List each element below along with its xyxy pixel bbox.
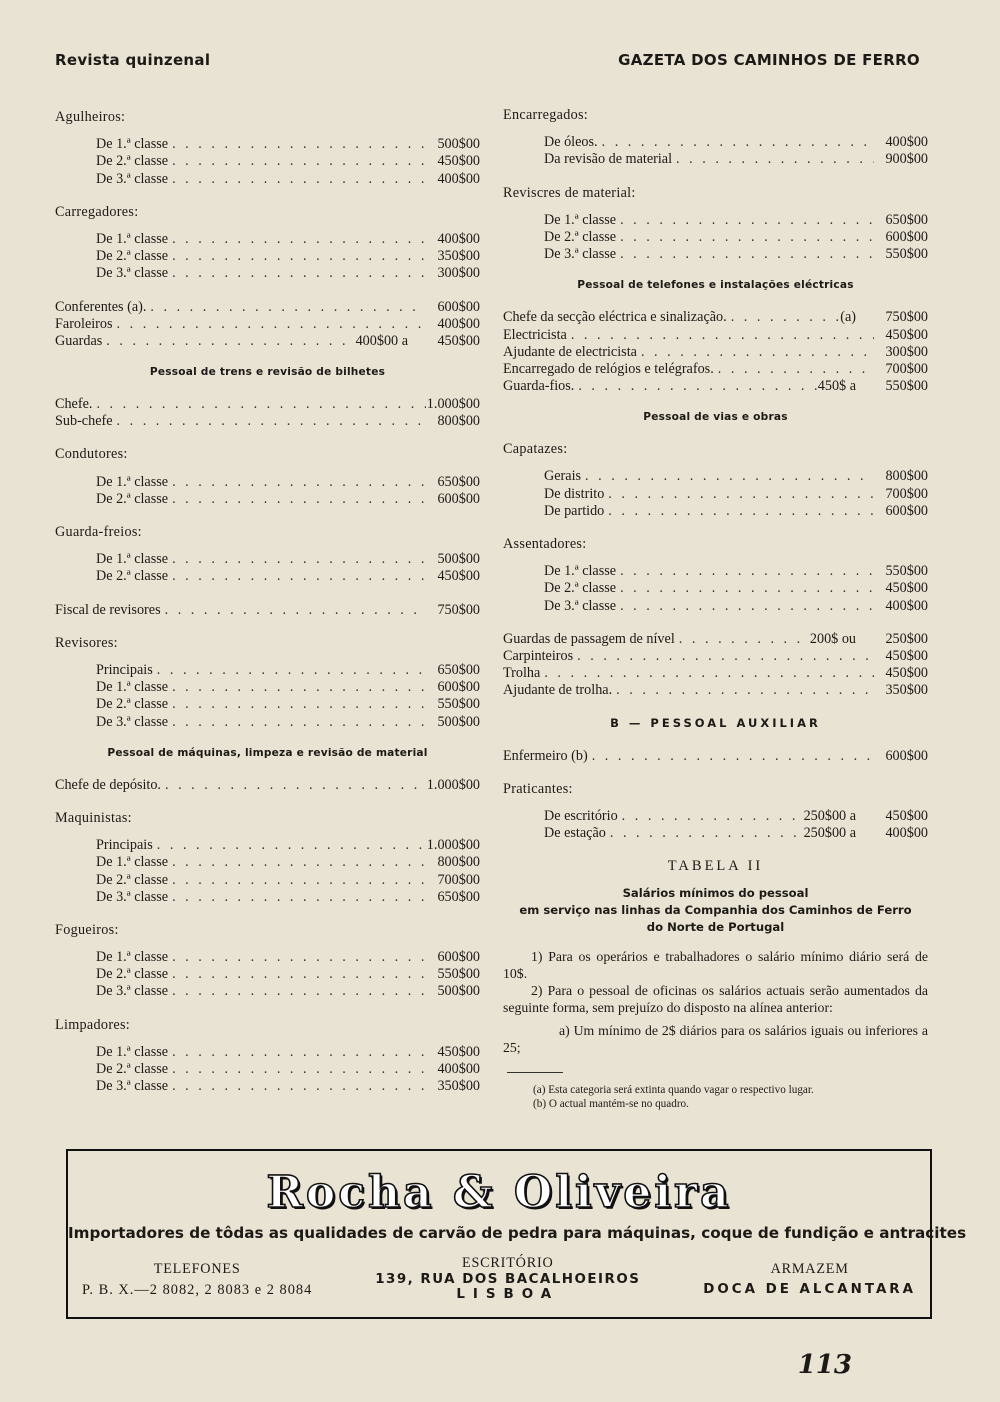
section-subhead: Pessoal de trens e revisão de bilhetes — [149, 366, 386, 379]
salary-label: De 3.ª classe — [544, 597, 617, 614]
salary-row — [503, 503, 928, 520]
salary-value: 350$00 — [437, 1078, 480, 1095]
dot-leader — [168, 966, 426, 983]
ad-armazem-location: DOCA DE ALCANTARA — [703, 1282, 916, 1297]
salary-value: 550$00 — [437, 966, 480, 983]
salary-row — [55, 714, 480, 731]
salary-row — [55, 265, 480, 282]
right-column — [503, 107, 928, 1111]
salary-label: De escritório — [544, 807, 618, 824]
salary-value: 700$00 — [885, 485, 928, 502]
salary-section — [503, 185, 928, 264]
ad-telefones — [82, 1255, 312, 1302]
salary-section — [503, 748, 928, 765]
dot-leader — [604, 503, 874, 520]
section-title: Reviscres de material: — [503, 184, 636, 201]
dot-leader — [168, 1078, 426, 1095]
salary-value: 300$00 — [437, 265, 480, 282]
salary-value: 600$00 — [885, 228, 928, 245]
dot-leader — [168, 265, 426, 282]
salary-label: De distrito — [544, 485, 605, 502]
section-title: Capatazes: — [503, 441, 568, 458]
salary-label: De 1.ª classe — [96, 854, 169, 871]
salary-value: 1.000$00 — [426, 776, 480, 793]
salary-label: Faroleiros — [55, 315, 113, 332]
salary-row — [55, 966, 480, 983]
salary-row — [503, 598, 928, 615]
salary-section — [503, 536, 928, 615]
salary-label: Principais — [96, 837, 153, 854]
salary-value: 600$00 — [437, 298, 480, 315]
salary-label: De 2.ª classe — [544, 228, 617, 245]
salary-row — [503, 631, 928, 648]
section-title: Guarda-freios: — [55, 524, 142, 541]
salary-row — [55, 231, 480, 248]
dot-leader — [168, 474, 426, 491]
salary-label: De 1.ª classe — [96, 949, 169, 966]
salary-row — [55, 983, 480, 1000]
salary-row — [55, 949, 480, 966]
dot-leader — [567, 327, 874, 344]
dot-leader — [618, 808, 804, 825]
section-title: Encarregados: — [503, 107, 589, 123]
dot-leader — [168, 889, 426, 906]
dot-leader — [113, 413, 426, 430]
dot-leader — [168, 983, 426, 1000]
salary-label: De 2.ª classe — [96, 153, 169, 170]
salary-value: 600$00 — [885, 747, 928, 764]
salary-row — [55, 551, 480, 568]
salary-row — [503, 648, 928, 665]
dot-leader — [168, 714, 426, 731]
salary-row — [55, 1078, 480, 1095]
dot-leader — [616, 580, 874, 597]
dot-leader — [168, 171, 426, 188]
tabela-paragraph-2: 2) Para o pessoal de oficinas os salários actuais serão aumentados da seguinte forma, sem prejuízo do disposto na alínea anterior: — [503, 983, 928, 1016]
ad-armazem-label: ARMAZEM — [770, 1261, 849, 1277]
salary-row — [503, 344, 928, 361]
salary-value: 550$00 — [885, 378, 928, 395]
dot-leader — [161, 777, 426, 794]
salary-row — [55, 889, 480, 906]
section-title: Condutores: — [55, 446, 128, 463]
salary-value: 700$00 — [437, 871, 480, 888]
salary-row — [503, 361, 928, 378]
salary-value: 650$00 — [437, 473, 480, 490]
salary-row — [55, 396, 480, 413]
advertisement-box — [66, 1149, 967, 1319]
salary-value: 700$00 — [885, 360, 928, 377]
section-subhead: B — PESSOAL AUXILIAR — [610, 715, 821, 730]
salary-value: 550$00 — [437, 696, 480, 713]
salary-section — [55, 299, 480, 351]
salary-label: De partido — [544, 502, 605, 519]
salary-row — [503, 246, 928, 263]
salary-label: De 2.ª classe — [96, 1061, 169, 1078]
salary-label: Ajudante de trolha. — [503, 682, 613, 699]
salary-label: De 2.ª classe — [96, 568, 169, 585]
salary-value: 450$00 — [885, 326, 928, 343]
dot-leader — [146, 299, 426, 316]
salary-row — [503, 682, 928, 699]
salary-row — [503, 229, 928, 246]
dot-leader — [675, 631, 810, 648]
dot-leader — [168, 248, 426, 265]
salary-row — [55, 474, 480, 491]
salary-label: Guarda-fios. — [503, 378, 575, 395]
salary-value: 400$00 — [437, 170, 480, 187]
salary-row — [503, 468, 928, 485]
footnote-a: (a) Esta categoria será extinta quando vagar o respectivo lugar. — [533, 1084, 814, 1097]
dot-leader — [574, 378, 817, 395]
right-salary-list — [503, 107, 928, 842]
salary-value: 450$00 — [437, 153, 480, 170]
dot-leader — [92, 396, 426, 413]
section-title: Limpadores: — [55, 1016, 131, 1033]
page-number: 113 — [797, 1350, 852, 1380]
salary-value: 250$00 — [885, 630, 928, 647]
salary-label: De 3.ª classe — [96, 983, 169, 1000]
salary-row — [55, 568, 480, 585]
salary-value: 600$00 — [437, 490, 480, 507]
dot-leader — [168, 231, 426, 248]
left-column — [55, 109, 480, 1111]
salary-value: 400$00 — [885, 825, 928, 842]
dot-leader — [588, 748, 874, 765]
salary-label: De 3.ª classe — [96, 1078, 169, 1095]
salary-value: 500$00 — [437, 713, 480, 730]
salary-row — [55, 316, 480, 333]
dot-leader — [616, 598, 874, 615]
dot-leader — [727, 309, 841, 326]
salary-label: De 3.ª classe — [544, 246, 617, 263]
salary-section — [55, 204, 480, 283]
salary-note: (a) — [840, 309, 856, 326]
salary-value: 900$00 — [885, 151, 928, 168]
salary-label: De óleos. — [544, 134, 598, 151]
dot-leader — [616, 229, 874, 246]
salary-section — [503, 781, 928, 843]
dot-leader — [616, 563, 874, 580]
salary-value: 400$00 — [885, 134, 928, 151]
dot-leader — [102, 333, 355, 350]
dot-leader — [168, 153, 426, 170]
salary-label: Guardas — [55, 332, 103, 349]
salary-label: De 1.ª classe — [96, 551, 169, 568]
section-subhead: Pessoal de vias e obras — [643, 411, 788, 424]
section-subhead: Pessoal de telefones e instalações eléctricas — [577, 279, 854, 292]
section-title: Assentadores: — [503, 536, 587, 553]
salary-label: De 1.ª classe — [544, 211, 617, 228]
salary-row — [503, 378, 928, 395]
salary-label: Ajudante de electricista — [503, 343, 637, 360]
dot-leader — [606, 825, 804, 842]
salary-row — [503, 212, 928, 229]
salary-value: 600$00 — [437, 679, 480, 696]
salary-label: De 1.ª classe — [96, 1043, 169, 1060]
salary-label: Chefe. — [55, 396, 93, 413]
section-title: Agulheiros: — [55, 109, 126, 125]
salary-section — [55, 810, 480, 906]
salary-value: 550$00 — [885, 246, 928, 263]
dot-leader — [604, 486, 874, 503]
salary-value: 450$00 — [437, 332, 480, 349]
dot-leader — [153, 837, 426, 854]
salary-value: 1.000$00 — [426, 837, 480, 854]
salary-section — [55, 777, 480, 794]
dot-leader — [113, 316, 426, 333]
salary-row — [55, 872, 480, 889]
salary-value: 400$00 — [437, 230, 480, 247]
salary-label: De 2.ª classe — [96, 248, 169, 265]
salary-label: Electricista — [503, 326, 567, 343]
salary-row — [55, 491, 480, 508]
section-title: Maquinistas: — [55, 809, 132, 826]
tabela-subtitle-3: do Norte de Portugal — [646, 920, 785, 935]
tabela-paragraph-3: a) Um mínimo de 2$ diários para os salários iguais ou inferiores a 25; — [503, 1023, 928, 1056]
salary-row — [55, 171, 480, 188]
salary-label: De 2.ª classe — [544, 580, 617, 597]
salary-label: De 2.ª classe — [96, 871, 169, 888]
salary-row — [55, 777, 480, 794]
salary-label: De 1.ª classe — [96, 136, 169, 153]
salary-label: De estação — [544, 825, 606, 842]
ad-company-name: Rocha & Oliveira — [266, 1167, 732, 1218]
running-head-right: GAZETA DOS CAMINHOS DE FERRO — [618, 51, 920, 69]
salary-value: 450$00 — [437, 1043, 480, 1060]
salary-label: De 3.ª classe — [96, 713, 169, 730]
salary-row — [503, 486, 928, 503]
dot-leader — [598, 134, 874, 151]
salary-value: 750$00 — [885, 309, 928, 326]
dot-leader — [161, 602, 426, 619]
dot-leader — [168, 1061, 426, 1078]
salary-value: 750$00 — [437, 601, 480, 618]
salary-row — [55, 1061, 480, 1078]
salary-row — [503, 309, 928, 326]
dot-leader — [573, 648, 874, 665]
salary-value: 300$00 — [885, 343, 928, 360]
salary-label: De 3.ª classe — [96, 265, 169, 282]
salary-value: 650$00 — [437, 662, 480, 679]
section-title: Fogueiros: — [55, 921, 119, 938]
salary-value: 800$00 — [885, 468, 928, 485]
footnote-b: (b) O actual mantém-se no quadro. — [533, 1098, 689, 1111]
section-subhead: Pessoal de máquinas, limpeza e revisão de material — [107, 746, 428, 759]
salary-value: 350$00 — [437, 248, 480, 265]
salary-section — [55, 524, 480, 586]
salary-value: 650$00 — [437, 888, 480, 905]
salary-row — [503, 808, 928, 825]
salary-value: 400$00 — [885, 597, 928, 614]
dot-leader — [672, 151, 874, 168]
salary-row — [55, 333, 480, 350]
section-title: Praticantes: — [503, 780, 573, 797]
salary-label: De 3.ª classe — [96, 888, 169, 905]
salary-row — [503, 134, 928, 151]
tabela-title: TABELA II — [667, 858, 764, 875]
salary-label: De 1.ª classe — [96, 679, 169, 696]
salary-label: De 1.ª classe — [544, 563, 617, 580]
salary-value: 1.000$00 — [426, 396, 480, 413]
salary-section — [503, 631, 928, 700]
salary-label: Fiscal de revisores — [55, 601, 161, 618]
salary-label: Sub-chefe — [55, 413, 113, 430]
dot-leader — [168, 491, 426, 508]
salary-value: 350$00 — [885, 682, 928, 699]
salary-section — [503, 441, 928, 520]
section-title: Revisores: — [55, 634, 118, 651]
salary-value: 400$00 — [437, 315, 480, 332]
salary-label: Conferentes (a). — [55, 298, 147, 315]
ad-escritorio — [375, 1255, 640, 1302]
dot-leader — [153, 662, 426, 679]
salary-section — [503, 309, 928, 395]
salary-row — [55, 153, 480, 170]
dot-leader — [168, 679, 426, 696]
salary-label: De 1.ª classe — [96, 230, 169, 247]
salary-row — [503, 151, 928, 168]
footnote-rule — [507, 1072, 563, 1073]
ad-telefones-numbers: P. B. X.—2 8082, 2 8083 e 2 8084 — [82, 1282, 313, 1298]
salary-value: 650$00 — [885, 211, 928, 228]
salary-value: 450$00 — [437, 568, 480, 585]
salary-section — [55, 396, 480, 430]
salary-label: De 2.ª classe — [96, 966, 169, 983]
dot-leader — [540, 665, 874, 682]
ad-telefones-label: TELEFONES — [153, 1261, 241, 1277]
salary-section — [55, 109, 480, 188]
salary-label: Chefe da secção eléctrica e sinalização. — [503, 309, 727, 326]
salary-value: 600$00 — [885, 502, 928, 519]
salary-value: 500$00 — [437, 551, 480, 568]
dot-leader — [637, 344, 874, 361]
salary-value: 500$00 — [437, 136, 480, 153]
dot-leader — [612, 682, 874, 699]
dot-leader — [168, 136, 426, 153]
salary-range-start: 400$00 a — [355, 332, 408, 349]
dot-leader — [168, 551, 426, 568]
salary-label: De 2.ª classe — [96, 696, 169, 713]
salary-value: 600$00 — [437, 949, 480, 966]
salary-section — [55, 1017, 480, 1096]
salary-row — [503, 327, 928, 344]
salary-section — [503, 107, 928, 169]
salary-label: Principais — [96, 662, 153, 679]
salary-value: 450$00 — [885, 648, 928, 664]
salary-label: Guardas de passagem de nível — [503, 630, 675, 647]
ad-escritorio-address: 139, RUA DOS BACALHOEIROS — [375, 1272, 641, 1287]
salary-value: 400$00 — [437, 1061, 480, 1078]
salary-label: Trolha — [503, 665, 541, 682]
salary-value: 800$00 — [437, 413, 480, 430]
salary-row — [503, 580, 928, 597]
salary-range-start: 450$ a — [817, 378, 856, 395]
salary-label: Encarregado de relógios e telégrafos. — [503, 360, 714, 377]
section-title: Carregadores: — [55, 203, 139, 220]
tabela-paragraph-1: 1) Para os operários e trabalhadores o salário mínimo diário será de 10$. — [503, 949, 928, 982]
salary-value: 450$00 — [885, 807, 928, 824]
dot-leader — [168, 696, 426, 713]
salary-row — [55, 299, 480, 316]
salary-label: De 2.ª classe — [96, 490, 169, 507]
dot-leader — [168, 568, 426, 585]
tabela-subtitle-1: Salários mínimos do pessoal — [622, 886, 809, 901]
salary-section — [55, 602, 480, 619]
salary-section — [55, 922, 480, 1001]
running-head-left: Revista quinzenal — [55, 51, 211, 69]
salary-row — [55, 837, 480, 854]
salary-row — [55, 679, 480, 696]
salary-row — [55, 248, 480, 265]
salary-row — [55, 662, 480, 679]
salary-row — [503, 748, 928, 765]
salary-label: Chefe de depósito. — [55, 776, 161, 793]
salary-label: Da revisão de material — [544, 151, 673, 168]
salary-section — [55, 446, 480, 508]
dot-leader — [616, 246, 874, 263]
salary-row — [55, 854, 480, 871]
ad-escritorio-label: ESCRITÓRIO — [462, 1255, 554, 1271]
salary-value: 500$00 — [437, 983, 480, 1000]
ad-armazem — [703, 1255, 916, 1302]
salary-section — [55, 635, 480, 731]
dot-leader — [168, 949, 426, 966]
salary-row — [55, 696, 480, 713]
dot-leader — [616, 212, 874, 229]
salary-range-start: 250$00 a — [803, 807, 856, 824]
dot-leader — [168, 872, 426, 889]
ad-tagline: Importadores de tôdas as qualidades de carvão de pedra para máquinas, coque de fundição e antracites — [68, 1224, 967, 1242]
salary-row — [55, 1044, 480, 1061]
salary-label: De 3.ª classe — [96, 170, 169, 187]
salary-row — [503, 563, 928, 580]
salary-label: De 1.ª classe — [96, 473, 169, 490]
dot-leader — [168, 854, 426, 871]
tabela-subtitle-2: em serviço nas linhas da Companhia dos Caminhos de Ferro — [519, 903, 912, 918]
salary-value: 450$00 — [885, 580, 928, 597]
salary-row — [55, 602, 480, 619]
salary-label: Gerais — [544, 468, 582, 485]
dot-leader — [714, 361, 874, 378]
dot-leader — [168, 1044, 426, 1061]
ad-escritorio-city: LISBOA — [456, 1287, 560, 1302]
salary-row — [55, 413, 480, 430]
salary-row — [55, 136, 480, 153]
salary-value: 550$00 — [885, 563, 928, 580]
salary-range-start: 250$00 a — [803, 825, 856, 842]
salary-row — [503, 825, 928, 842]
salary-value: 450$00 — [885, 665, 928, 682]
dot-leader — [581, 468, 874, 485]
salary-value: 800$00 — [437, 854, 480, 871]
salary-row — [503, 665, 928, 682]
salary-label: Enfermeiro (b) — [503, 747, 588, 764]
salary-range-start: 200$ ou — [809, 630, 856, 647]
salary-label: Carpinteiros — [503, 648, 574, 664]
